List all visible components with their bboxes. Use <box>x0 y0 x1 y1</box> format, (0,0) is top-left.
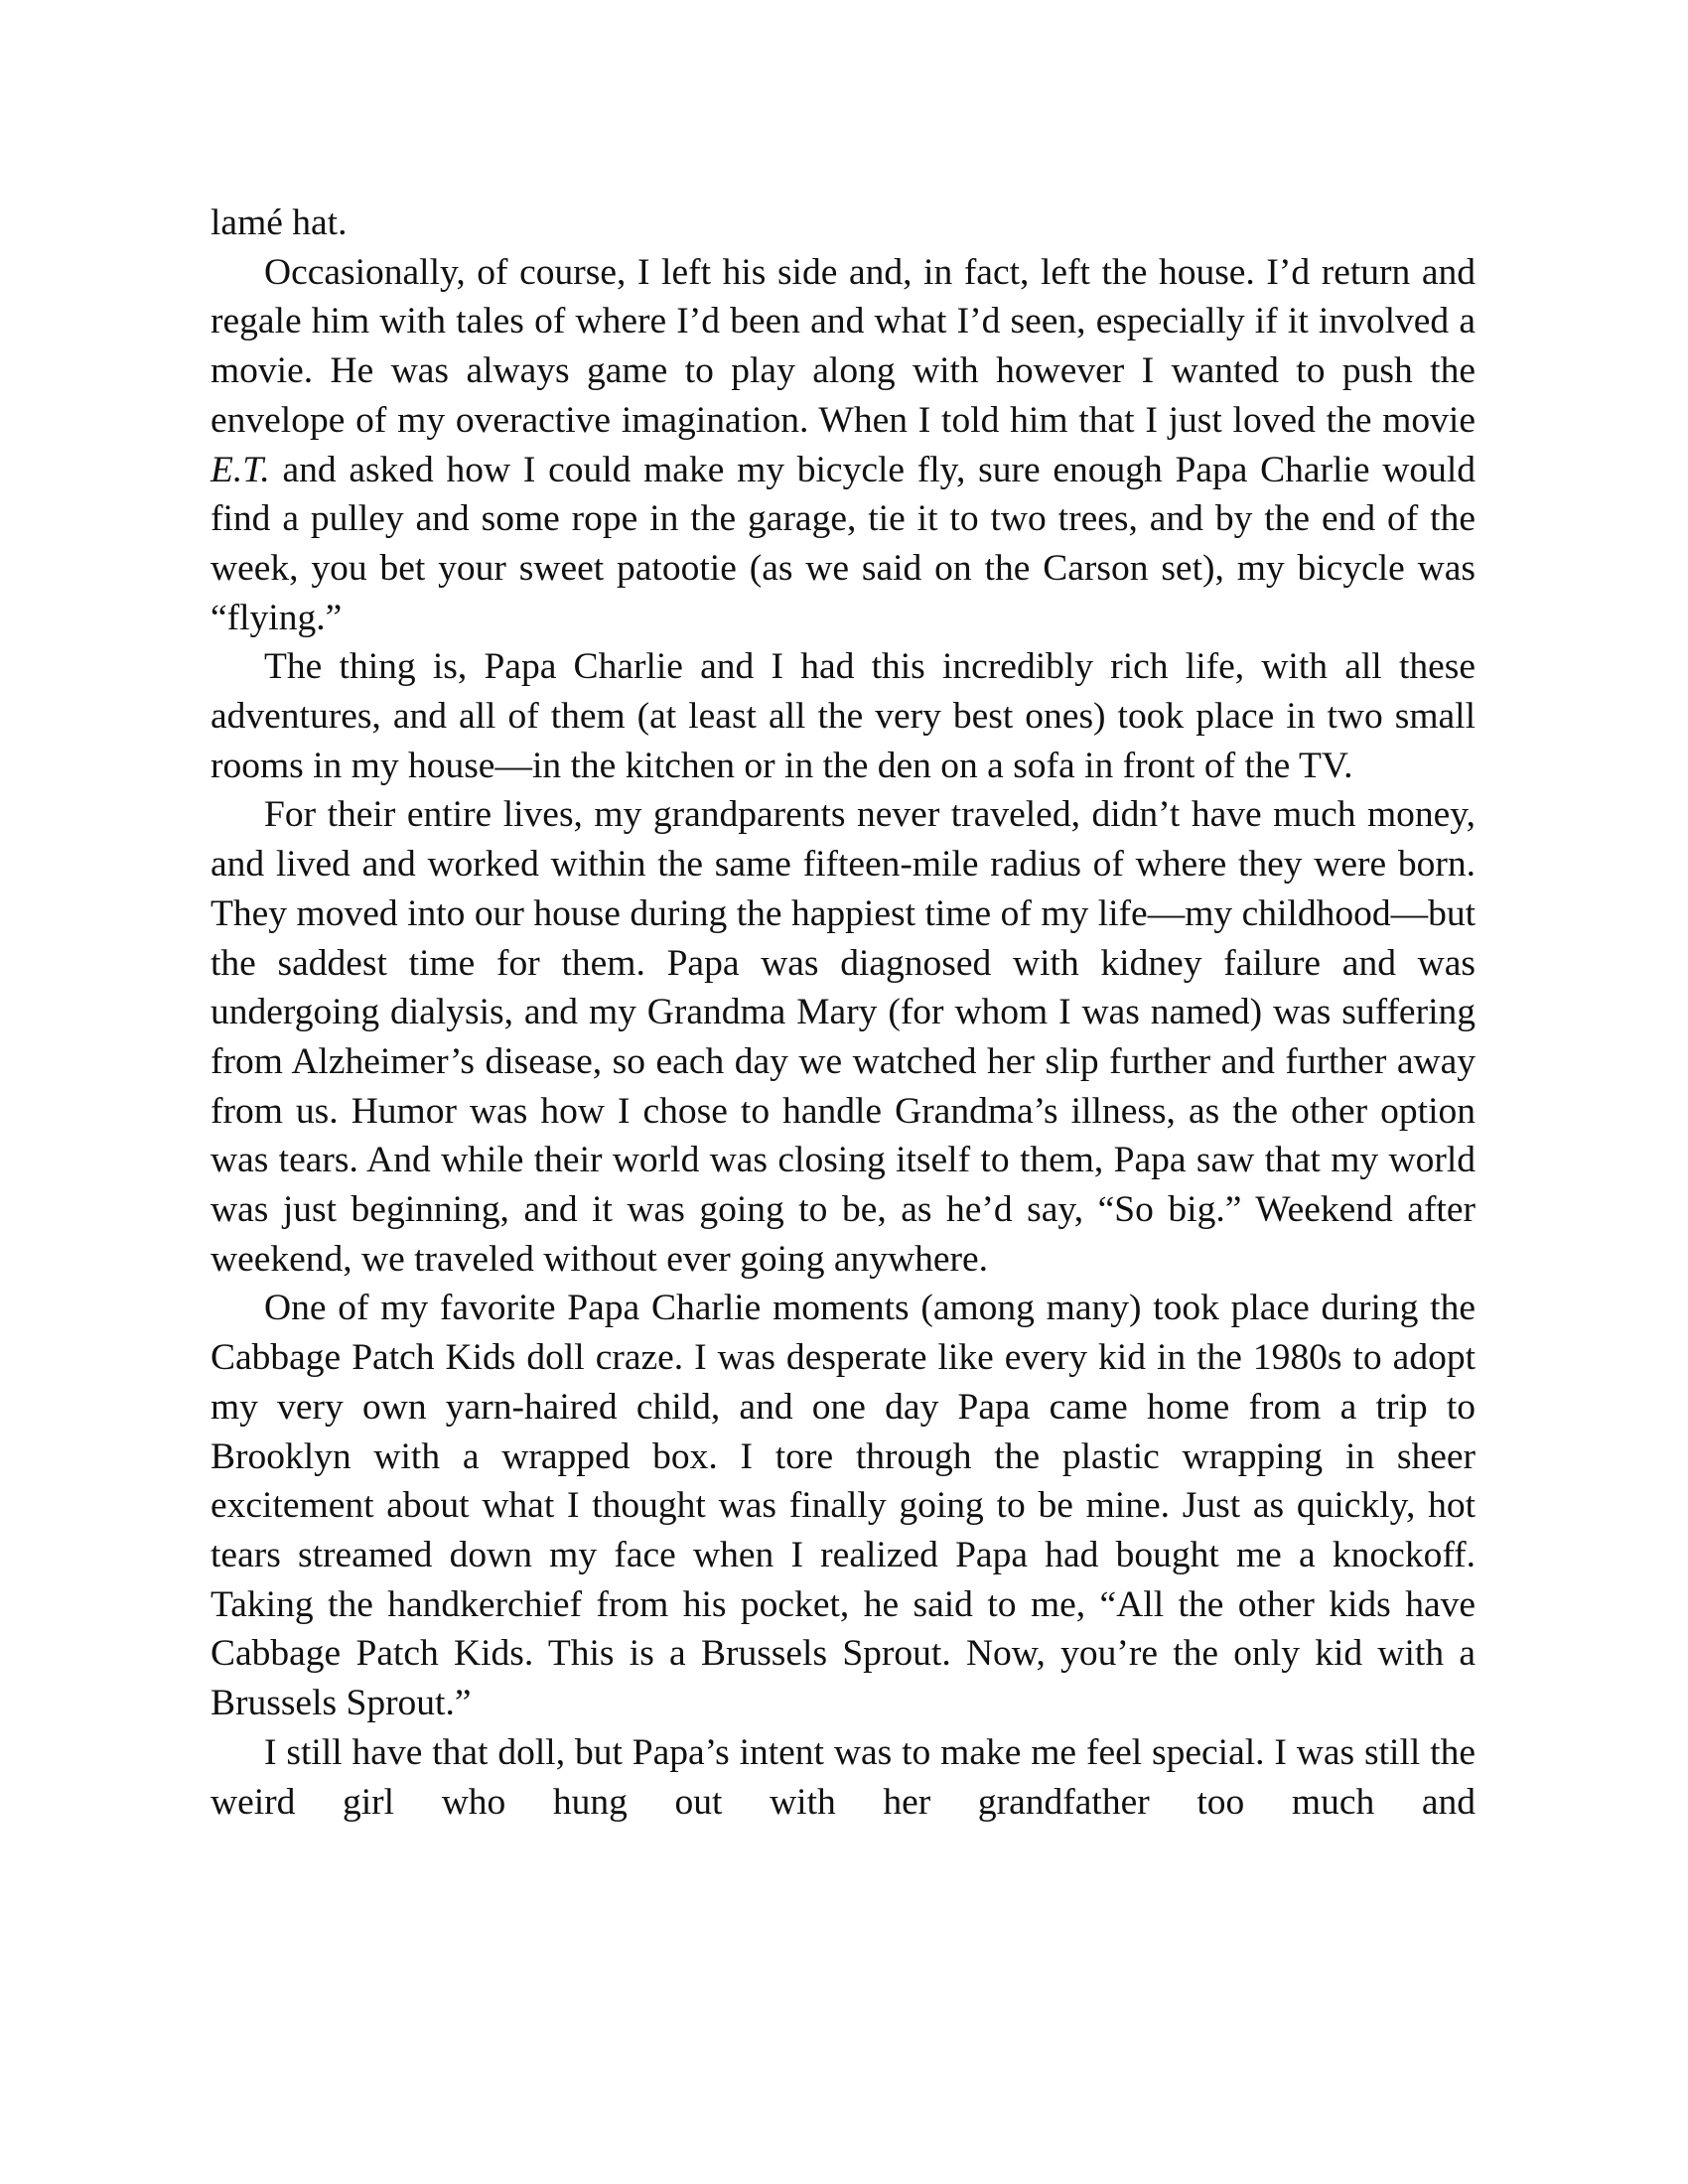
paragraph-text: Occasionally, of course, I left his side and, in fact, left the house. I’d return and regale him with tales of where I’d been and what I’d seen, especially if it involved a movie. He was always game to play along with however I wanted to push the envelope of my overactive imagination. When I told him that I just loved the movie <box>211 251 1476 441</box>
paragraph-movie <box>211 248 1476 643</box>
paragraph-grandparents <box>211 790 1476 1284</box>
book-page <box>211 199 1476 1827</box>
paragraph-cabbage-patch <box>211 1284 1476 1727</box>
paragraph-text: One of my favorite Papa Charlie moments (among many) took place during the Cabbage Patch Kids doll craze. I was desperate like every kid in the 1980s to adopt my very own yarn-haired child, and one day Papa came home from a trip to Brooklyn with a wrapped box. I tore through the plastic wrapping in sheer excitement about what I thought was finally going to be mine. Just as quickly, hot tears streamed down my face when I realized Papa had bought me a knockoff. Taking the handkerchief from his pocket, he said to me, “All the other kids have Cabbage Patch Kids. This is a Brussels Sprout. Now, you’re the only kid with a Brussels Sprout.” <box>211 1288 1476 1724</box>
paragraph-text: The thing is, Papa Charlie and I had this incredibly rich life, with all these adventures, and all of them (at least all the very best ones) took place in two small rooms in my house—in the kitchen or in the den on a sofa in front of the TV. <box>211 646 1476 786</box>
paragraph-doll <box>211 1728 1476 1827</box>
paragraph-text-continued: and asked how I could make my bicycle fly, sure enough Papa Charlie would find a pulley and some rope in the garage, tie it to two trees, and by the end of the week, you bet your sweet patootie (as we said on the Carson set), my bicycle was “flying.” <box>211 449 1476 638</box>
paragraph-continuation <box>211 199 1476 248</box>
movie-title: E.T. <box>211 449 270 490</box>
paragraph-text: lamé hat. <box>211 203 348 243</box>
paragraph-rich-life <box>211 642 1476 790</box>
paragraph-text: For their entire lives, my grandparents never traveled, didn’t have much money, and lived and worked within the same fifteen-mile radius of where they were born. They moved into our house during the happiest time of my life—my childhood—but the saddest time for them. Papa was diagnosed with kidney failure and was undergoing dialysis, and my Grandma Mary (for whom I was named) was suffering from Alzheimer’s disease, so each day we watched her slip further and further away from us. Humor was how I chose to handle Grandma’s illness, as the other option was tears. And while their world was closing itself to them, Papa saw that my world was just beginning, and it was going to be, as he’d say, “So big.” Weekend after weekend, we traveled without ever going anywhere. <box>211 794 1476 1280</box>
paragraph-text: I still have that doll, but Papa’s intent was to make me feel special. I was still the weird girl who hung out with her grandfather too much and <box>211 1731 1476 1823</box>
